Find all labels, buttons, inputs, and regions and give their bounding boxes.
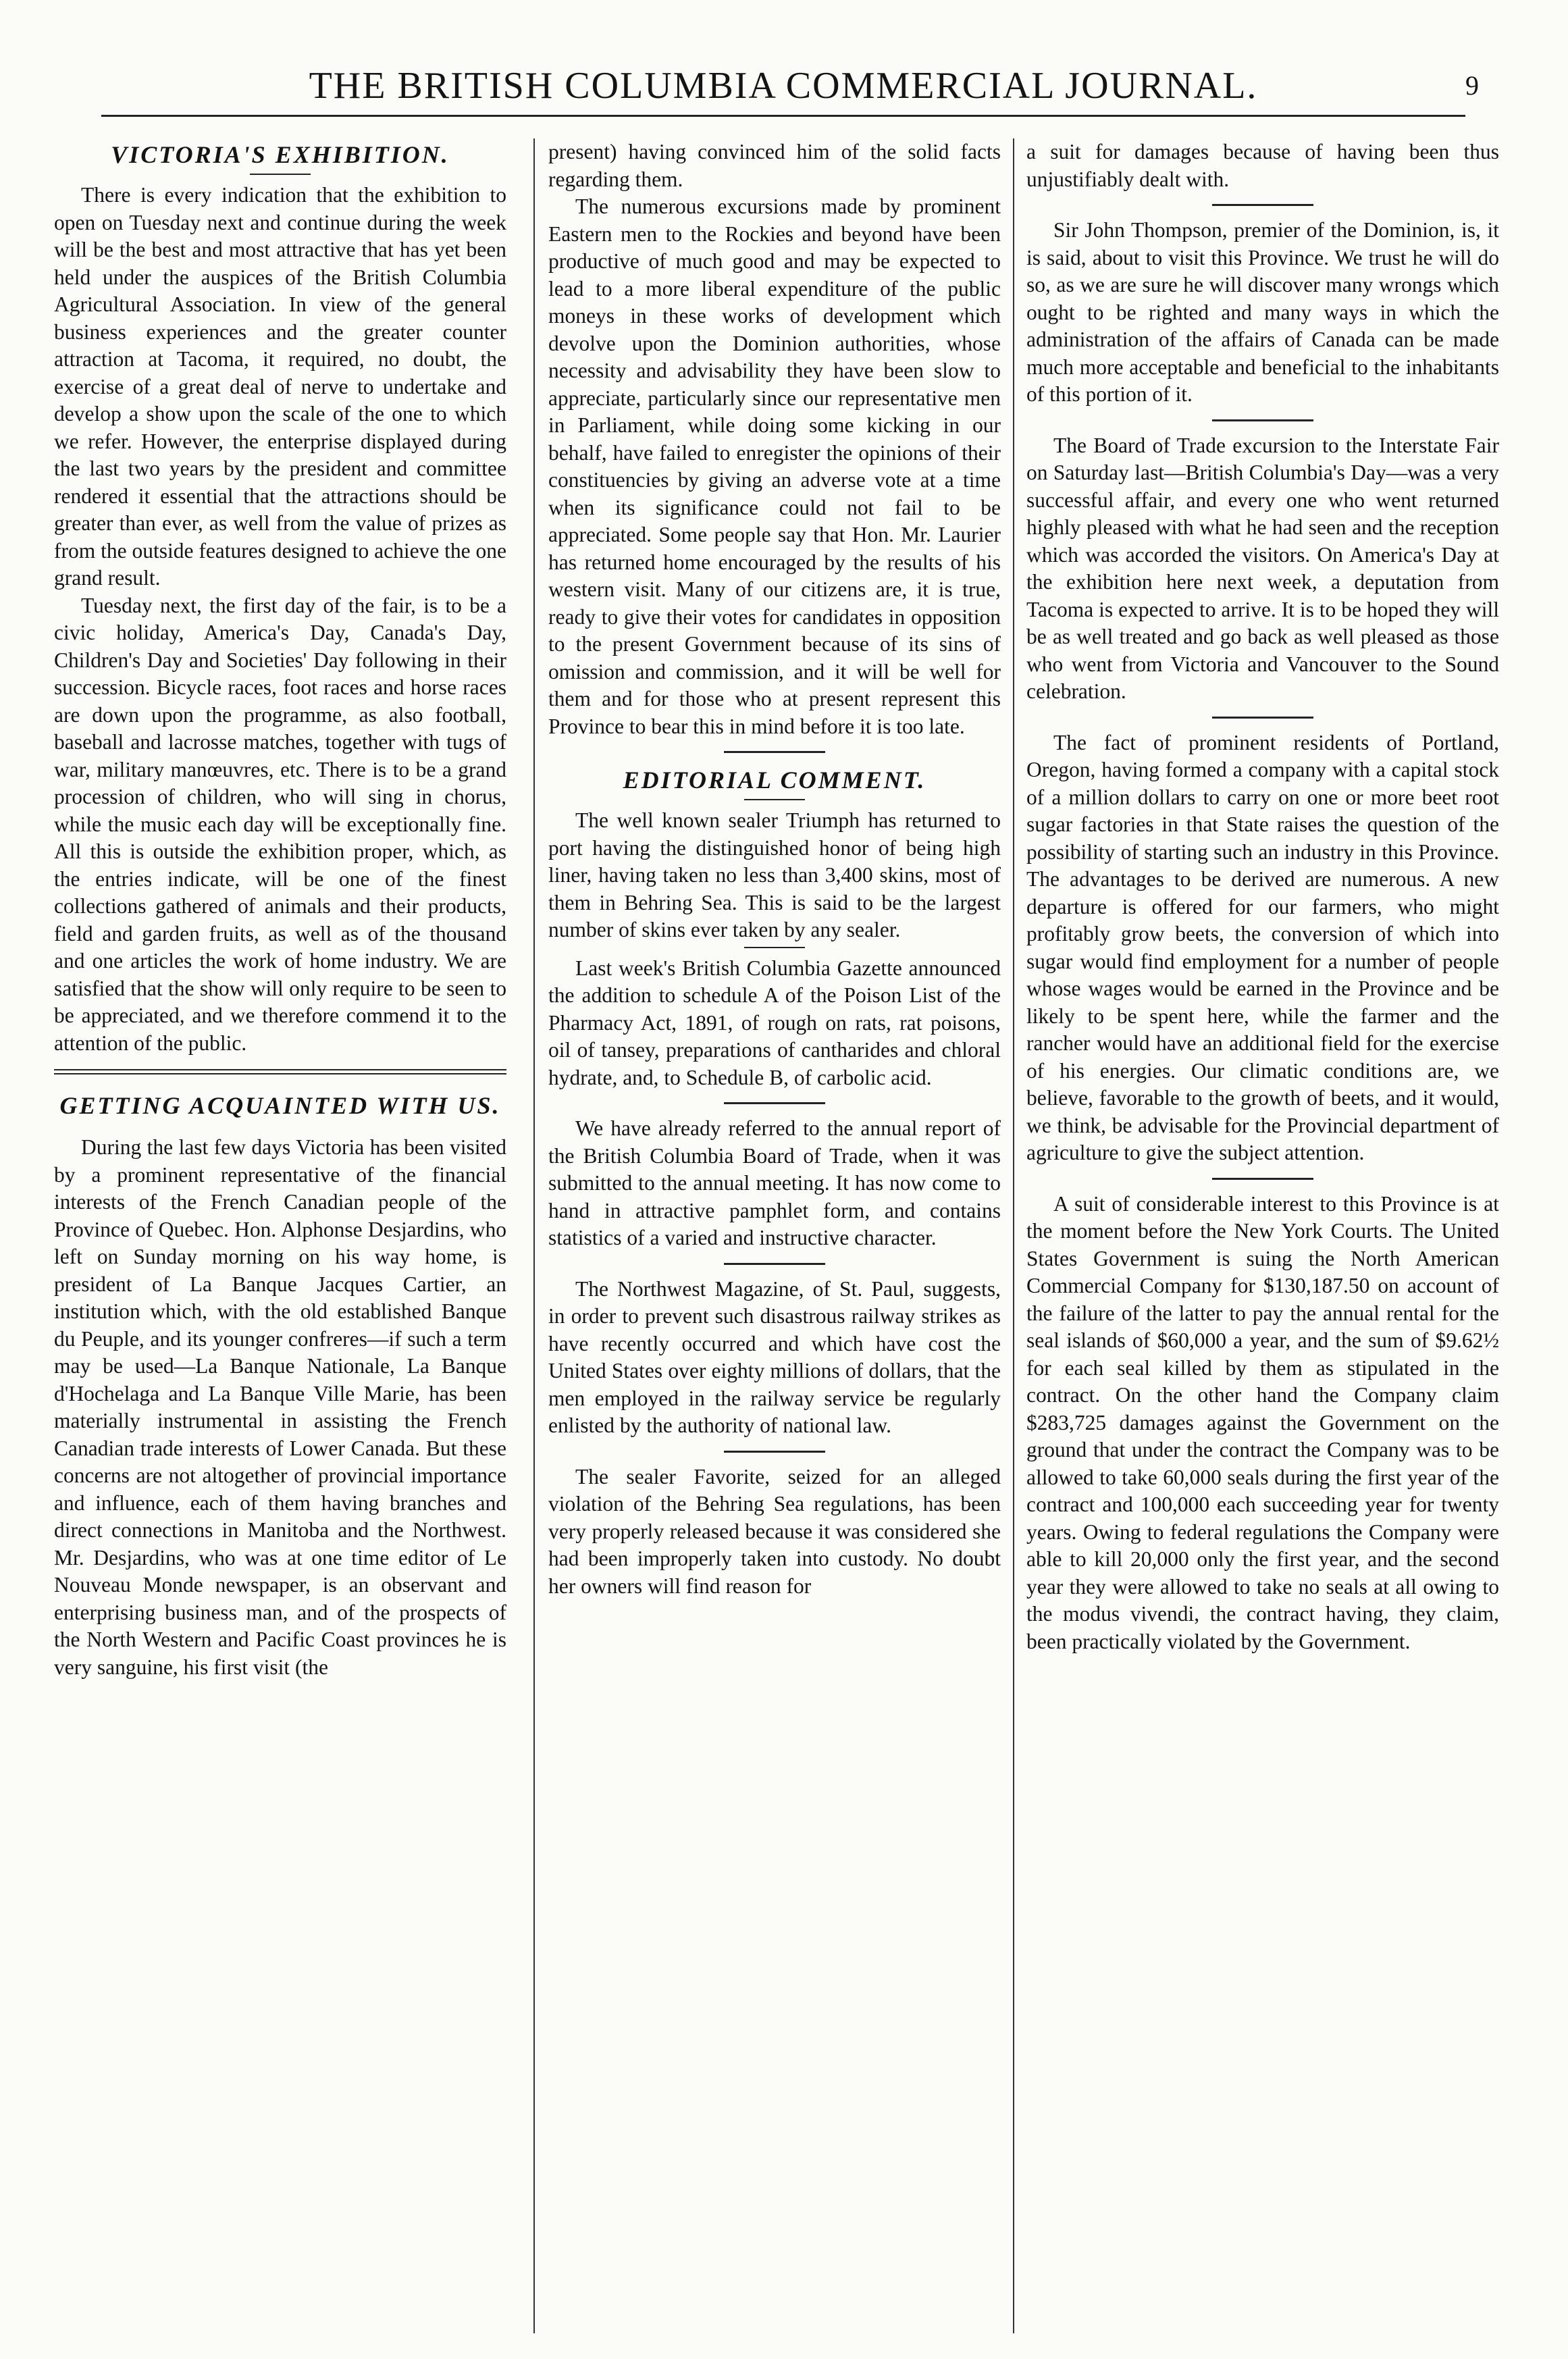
newspaper-title: THE BRITISH COLUMBIA COMMERCIAL JOURNAL. — [309, 65, 1258, 107]
item-separator — [724, 1263, 825, 1265]
item-separator — [1212, 419, 1313, 421]
masthead-rule — [101, 115, 1465, 117]
heading-dash — [744, 799, 805, 800]
masthead — [81, 62, 1486, 109]
column-3 — [1026, 138, 1499, 2333]
item-separator — [1212, 204, 1313, 206]
article-heading-victorias-exhibition: VICTORIA'S EXHIBITION. — [111, 141, 450, 168]
article-separator — [54, 1069, 506, 1074]
article-paragraph: present) having convinced him of the solid facts regarding them. — [548, 140, 1001, 191]
item-separator — [724, 1102, 825, 1104]
item-dash — [744, 947, 805, 948]
item-separator — [1212, 717, 1313, 719]
editorial-item: The well known sealer Triumph has returned to port having the distinguished honor of being high liner, having taken no less than 3,400 skins, most of them in Behring Sea. This is said to be the largest number of skins ever taken by any sealer. — [548, 808, 1001, 941]
article-paragraph: During the last few days Victoria has been visited by a prominent representative of the financial interests of the French Canadian people of the Province of Quebec. Hon. Alphonse Desjardins, who left on Sunday morning on his way home, is president of La Banque Jacques Cartier, an institution which, with the old established Banque du Peuple, and its younger confreres—if such a term may be used—La Banque Nationale, La Banque d'Hochelaga and La Banque Ville Marie, has been materially instrumental in assisting the French Canadian trade interests of Lower Canada. But these concerns are not altogether of provincial importance and influence, each of them having branches and direct connections in Manitoba and the Northwest. Mr. Desjardins, who was at one time editor of Le Nouveau Monde newspaper, is an observant and enterprising business man, and of the prospects of the North Western and Pacific Coast provinces he is very sanguine, his first visit (the — [54, 1135, 506, 1679]
editorial-item: Last week's British Columbia Gazette announced the addition to schedule A of the Poison List of the Pharmacy Act, 1891, of rough on rats, rat poisons, oil of tansey, preparations of cantharides and chloral hydrate, and, to Schedule B, of carbolic acid. — [548, 956, 1001, 1089]
editorial-item: The sealer Favorite, seized for an alleged violation of the Behring Sea regulations, has been very properly released because it was considered she had been improperly taken into custody. No doubt her owners will find reason for — [548, 1464, 1001, 1598]
article-paragraph: A suit of considerable interest to this Province is at the moment before the New York Courts. The United States Government is suing the North American Commercial Company for $130,187.50 on account of the failure of the latter to pay the annual rental for the seal islands of $60,000 a year, and the sum of $9.62½ for each seal killed by them as stipulated in the contract. On the other hand the Company claim $283,725 damages against the Government on the ground that under the contract the Company was to be allowed to take 60,000 seals during the first year of the contract and 100,000 each succeeding year for twenty years. Owing to federal regulations the Company were able to kill 20,000 only the first year, and the second year they were allowed to take no seals at all owing to the modus vivendi, the contract having, they claim, been practically violated by the Government. — [1026, 1191, 1499, 1653]
item-separator — [724, 1451, 825, 1453]
article-heading-getting-acquainted: GETTING ACQUAINTED WITH US. — [59, 1092, 501, 1119]
column-1 — [54, 138, 506, 2333]
article-paragraph: The fact of prominent residents of Portland, Oregon, having formed a company with a capital stock of a million dollars to carry on one or more beet root sugar factories in that State raises the question of the possibility of starting such an industry in this Province. The advantages to be derived are numerous. A new departure is offered for our farmers, who might profitably grow beets, the conversion of which into sugar would find employment for a number of people whose wages would be earned in the Province and be likely to be spent here, while the farmer and the rancher would have an additional field for the exercise of his energies. Our climatic conditions are, we believe, favorable to the growth of beets, and it would, we think, be advisable for the Provincial department of agriculture to give the subject attention. — [1026, 730, 1499, 1164]
page-number: 9 — [1465, 70, 1479, 101]
column-divider-2 — [1013, 138, 1014, 2333]
article-paragraph: The numerous excursions made by prominent Eastern men to the Rockies and beyond have been productive of much good and may be expected to lead to a more liberal expenditure of the public moneys in these works of development which devolve upon the Dominion authorities, whose necessity and advisability they have been slow to appreciate, particularly since our representative men in Parliament, while doing some kicking in our behalf, have failed to enregister the opinions of their constituencies by giving an adverse vote at a time when its significance could not fail to be appreciated. Some people say that Hon. Mr. Laurier has returned home encouraged by the results of his western visit. Many of our citizens are, it is true, ready to give their votes for candidates in opposition to the present Government because of its sins of omission and commission, and it will be well for them and for those who at present represent this Province to bear this in mind before it is too late. — [548, 195, 1001, 738]
spacer — [54, 1124, 506, 1134]
editorial-item: The Northwest Magazine, of St. Paul, suggests, in order to prevent such disastrous railway strikes as have recently occurred and which have cost the United States over eighty millions of dollars, that the men employed in the railway service be regularly enlisted by the authority of national law. — [548, 1276, 1001, 1437]
article-paragraph: a suit for damages because of having been thus unjustifiably dealt with. — [1026, 140, 1499, 191]
article-paragraph: Tuesday next, the first day of the fair, is to be a civic holiday, America's Day, Canada's Day, Children's Day and Societies' Day following in their succession. Bicycle races, foot races and horse races are down upon the programme, as also football, baseball and lacrosse matches, together with tugs of war, military manœuvres, etc. There is to be a grand procession of children, who will sing in chorus, while the music each day will be exceptionally fine. All this is outside the exhibition proper, which, as the entries indicate, will be one of the finest collections gathered of animals and their products, field and garden fruits, as well as of the thousand and one articles the work of home industry. We are satisfied that the show will only require to be seen to be appreciated, and we therefore commend it to the attention of the public. — [54, 593, 506, 1055]
editorial-item: We have already referred to the annual report of the British Columbia Board of Trade, when it was submitted to the annual meeting. It has now come to hand in attractive pamphlet form, and contains statistics of a varied and instructive character. — [548, 1116, 1001, 1249]
article-heading-editorial-comment: EDITORIAL COMMENT. — [623, 767, 926, 794]
heading-dash — [250, 174, 311, 175]
column-divider-1 — [533, 138, 535, 2333]
article-paragraph: The Board of Trade excursion to the Interstate Fair on Saturday last—British Columbia's Day—was a very successful affair, and every one who went returned highly pleased with what he had seen and the reception which was accorded the visitors. On America's Day at the exhibition here next week, a deputation from Tacoma is expected to arrive. It is to be hoped they will be as well treated and go back as well pleased as those who went from Victoria and Vancouver to the Sound celebration. — [1026, 433, 1499, 703]
article-paragraph: There is every indication that the exhibition to open on Tuesday next and continue during the week will be the best and most attractive that has yet been held under the auspices of the British Columbia Agricultural Association. In view of the general business experiences and the greater counter attraction at Tacoma, it required, no doubt, the exercise of a great deal of nerve to undertake and develop a show upon the scale of the one to which we refer. However, the enterprise displayed during the last two years by the president and committee rendered it essential that the attractions should be greater than ever, as well from the value of prizes as from the outside features designed to achieve the one grand result. — [54, 183, 506, 590]
section-separator — [724, 751, 825, 753]
article-paragraph: Sir John Thompson, premier of the Dominion, is, it is said, about to visit this Province. We trust he will do so, as we are sure he will discover many wrongs which ought to be righted and many ways in which the administration of the affairs of Canada can be made much more acceptable and beneficial to the inhabitants of this portion of it. — [1026, 218, 1499, 406]
column-2 — [548, 138, 1001, 2333]
item-separator — [1212, 1178, 1313, 1180]
